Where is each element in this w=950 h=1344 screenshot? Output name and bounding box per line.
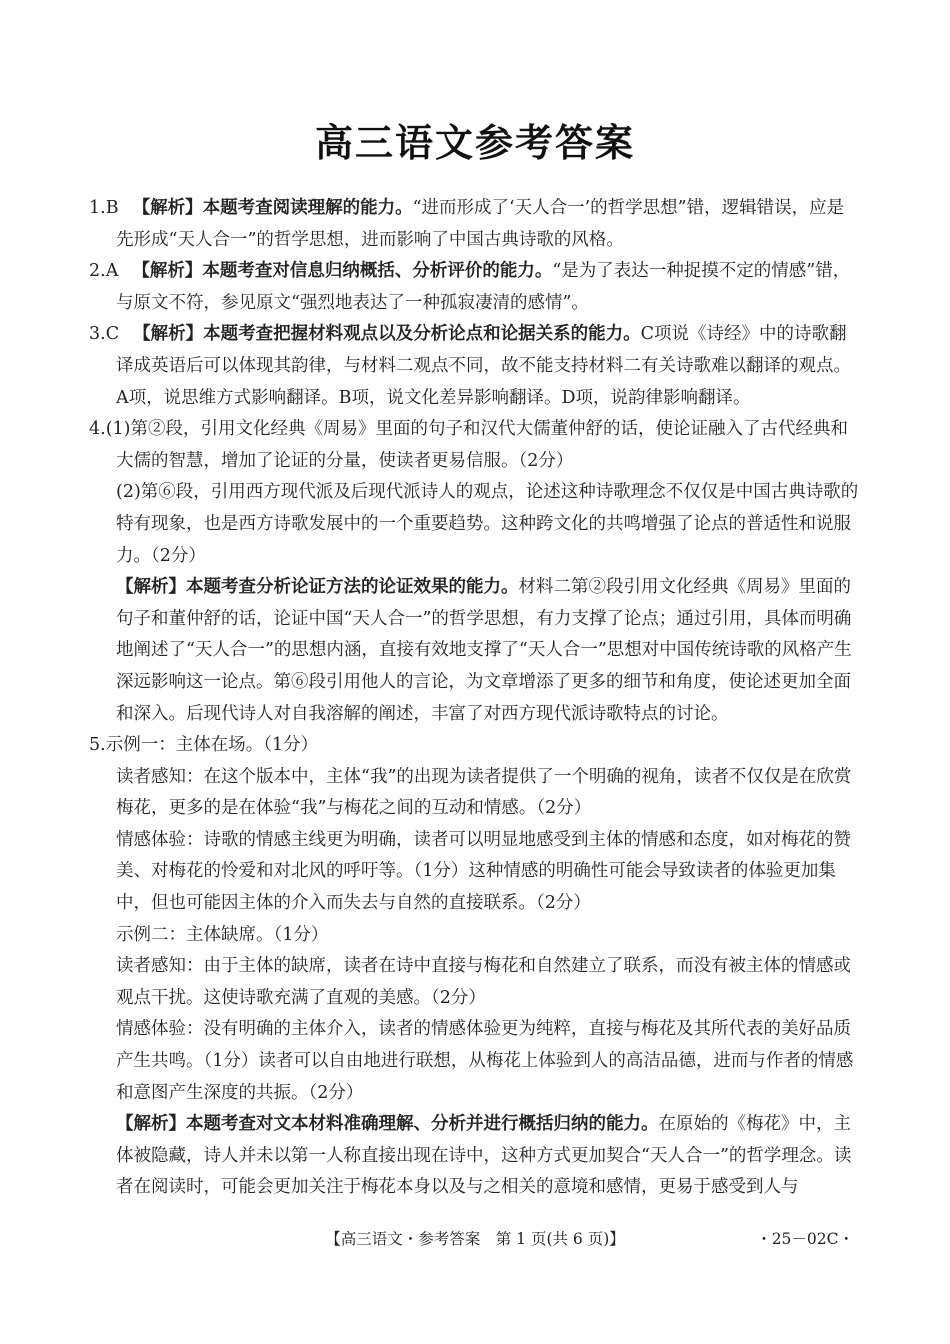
question-4-point-1: [89, 414, 861, 477]
analysis-tag: 【解析】: [133, 324, 204, 345]
analysis-lead: 本题考查对文本材料准确理解、分析并进行概括归纳的能力。: [186, 1114, 659, 1135]
analysis-text: 材料二第②段引用文化经典《周易》里面的句子和董仲舒的话，论证中国“天人合一”的哲学思想，有力支撑了论点；通过引用，具体而明确地阐述了“天人合一”的思想内涵，直接有效地支撑了“天人合一”思想对中国传统诗歌的风格产生深远影响这一论点。第⑥段引用他人的言论，为文章增添了更多的细节和角度，使论述更加全面和深入。后现代诗人对自我溶解的阐述，丰富了对西方现代派诗歌特点的讨论。: [116, 577, 852, 724]
question-5-example-2: 示例二：主体缺席。（1分）: [116, 924, 329, 945]
answer-point: (1)第②段，引用文化经典《周易》里面的句子和汉代大儒董仲舒的话，使论证融入了古代经典和大儒的智慧，增加了论证的分量，使读者更易信服。（2分）: [105, 419, 848, 471]
analysis-text: “是为了表达一种捉摸不定的情感”错，与原文不符，参见原文“强烈地表达了一种孤寂凄清的感情”。: [116, 261, 851, 313]
question-4-analysis: [89, 572, 861, 730]
question-number: 2.: [89, 261, 106, 282]
question-5-example-1: [89, 730, 861, 762]
question-5-analysis: [89, 1109, 861, 1204]
answer-choice: C: [105, 324, 120, 345]
analysis-lead: 本题考查对信息归纳概括、分析评价的能力。: [202, 261, 553, 282]
analysis-tag: 【解析】: [116, 577, 186, 598]
footer-code: ・25－02C・: [756, 1230, 854, 1248]
question-2: [89, 256, 861, 319]
analysis-lead: 本题考查分析论证方法的论证效果的能力。: [186, 577, 519, 598]
question-number: 5.: [89, 735, 106, 756]
page-title: 高三语文参考答案: [314, 121, 635, 165]
analysis-tag: 【解析】: [132, 198, 203, 218]
example-1-emotion: 情感体验：诗歌的情感主线更为明确，读者可以明显地感受到主体的情感和态度，如对梅花的赞美、对梅花的怜爱和对北风的呼吁等。（1分）这种情感的明确性可能会导致读者的体验更加集中，但也可能因主体的介入而失去与自然的直接联系。（2分）: [116, 829, 851, 914]
answer-choice: B: [105, 198, 119, 218]
footer-label: 【高三语文・参考答案 第 1 页(共 6 页)】: [325, 1230, 625, 1248]
answer-choice: A: [105, 261, 119, 282]
question-number: 3.: [89, 324, 106, 345]
analysis-lead: 本题考查阅读理解的能力。: [202, 198, 413, 218]
analysis-tag: 【解析】: [116, 1114, 186, 1135]
analysis-text: “进而形成了‘天人合一’的哲学思想”错，逻辑错误，应是先形成“天人合一”的哲学思想，进而影响了中国古典诗歌的风格。: [116, 198, 845, 250]
analysis-tag: 【解析】: [132, 261, 203, 282]
analysis-text: 在原始的《梅花》中，主体被隐藏，诗人并未以第一人称直接出现在诗中，这种方式更加契合“天人合一”的哲学理念。读者在阅读时，可能会更加关注于梅花本身以及与之相关的意境和感情，更易于感受到人与: [116, 1114, 852, 1198]
example-heading: 示例一：主体在场。（1分）: [105, 735, 319, 756]
question-3: [89, 319, 861, 414]
question-1: [89, 193, 861, 256]
analysis-text: C项说《诗经》中的诗歌翻译成英语后可以体现其韵律，与材料二观点不同，故不能支持材料二有关诗歌难以翻译的观点。A项，说思维方式影响翻译。B项，说文化差异影响翻译。D项，说韵律影响翻译。: [116, 324, 851, 408]
question-number: 4.: [89, 419, 106, 440]
question-number: 1.: [89, 198, 106, 218]
analysis-lead: 本题考查把握材料观点以及分析论点和论据关系的能力。: [203, 324, 641, 345]
answer-content: [89, 193, 861, 1204]
question-4-point-2: (2)第⑥段，引用西方现代派及后现代派诗人的观点，论述这种诗歌理念不仅仅是中国古典诗歌的特有现象，也是西方诗歌发展中的一个重要趋势。这种跨文化的共鸣增强了论点的普适性和说服力。（2分）: [116, 482, 859, 566]
example-1-perception: 读者感知：在这个版本中，主体“我”的出现为读者提供了一个明确的视角，读者不仅仅是在欣赏梅花，更多的是在体验“我”与梅花之间的互动和情感。（2分）: [116, 766, 852, 819]
example-2-perception: 读者感知：由于主体的缺席，读者在诗中直接与梅花和自然建立了联系，而没有被主体的情感或观点干扰。这使诗歌充满了直观的美感。（2分）: [116, 956, 851, 1008]
example-2-emotion: 情感体验：没有明确的主体介入，读者的情感体验更为纯粹，直接与梅花及其所代表的美好品质产生共鸣。（1分）读者可以自由地进行联想，从梅花上体验到人的高洁品德，进而与作者的情感和意图产生深度的共振。（2分）: [116, 1019, 854, 1103]
